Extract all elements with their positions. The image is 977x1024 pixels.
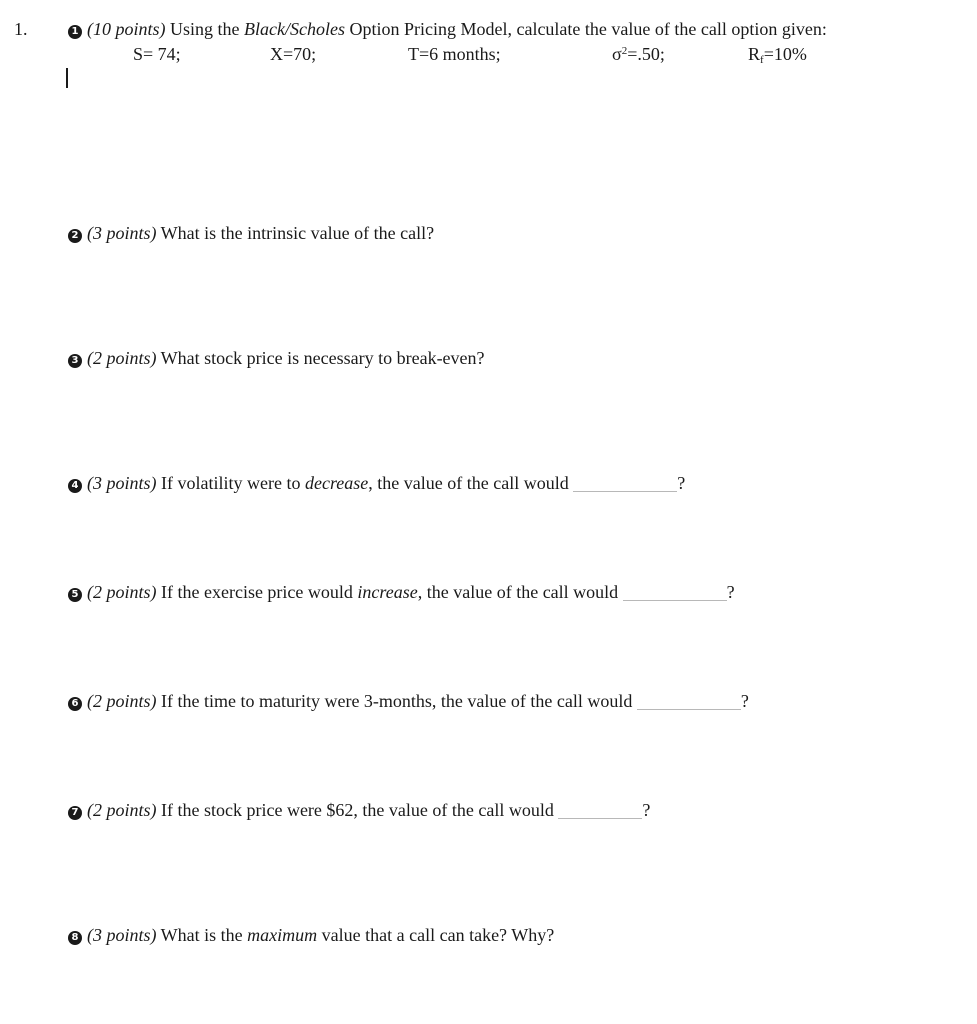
rf-subscript: f bbox=[760, 54, 764, 66]
given-t: T=6 months; bbox=[408, 44, 501, 64]
given-rf bbox=[748, 44, 807, 65]
number-badge-1-icon: 1 bbox=[68, 25, 82, 39]
question-1-emphasis: Black/Scholes bbox=[244, 19, 345, 39]
question-5-text-a: If the exercise price would bbox=[156, 582, 358, 602]
question-8-text-b: value that a call can take? Why? bbox=[317, 925, 555, 945]
sigma-symbol: σ bbox=[612, 44, 622, 64]
answer-blank-6[interactable] bbox=[637, 693, 741, 710]
answer-blank-4[interactable] bbox=[573, 475, 677, 492]
question-7-end: ? bbox=[642, 800, 651, 820]
answer-blank-7[interactable] bbox=[558, 802, 642, 819]
question-5-end: ? bbox=[726, 582, 735, 602]
question-5-points: (2 points) bbox=[87, 582, 157, 602]
answer-blank-5[interactable] bbox=[623, 584, 727, 601]
sigma-value: =.50; bbox=[627, 44, 665, 64]
question-6 bbox=[68, 691, 749, 712]
question-1-points: (10 points) bbox=[87, 19, 166, 39]
question-8-text-a: What is the bbox=[156, 925, 248, 945]
question-1 bbox=[68, 19, 827, 40]
question-3 bbox=[68, 348, 485, 369]
question-5 bbox=[68, 582, 735, 603]
question-6-end: ? bbox=[740, 691, 749, 711]
question-4-emphasis: decrease bbox=[304, 473, 369, 493]
question-4-text-b: , the value of the call would bbox=[368, 473, 574, 493]
question-3-text: What stock price is necessary to break-even? bbox=[156, 348, 485, 368]
question-6-text: If the time to maturity were 3-months, the value of the call would bbox=[156, 691, 637, 711]
question-8-points: (3 points) bbox=[87, 925, 157, 945]
question-5-emphasis: increase bbox=[357, 582, 418, 602]
given-sigma bbox=[612, 44, 665, 65]
question-4-points: (3 points) bbox=[87, 473, 157, 493]
number-badge-3-icon: 3 bbox=[68, 354, 82, 368]
question-8-emphasis: maximum bbox=[247, 925, 318, 945]
question-1-text-b: Option Pricing Model, calculate the value of the call option given: bbox=[344, 19, 827, 39]
number-badge-2-icon: 2 bbox=[68, 229, 82, 243]
question-5-text-b: , the value of the call would bbox=[417, 582, 623, 602]
question-4-text-a: If volatility were to bbox=[156, 473, 305, 493]
number-badge-5-icon: 5 bbox=[68, 588, 82, 602]
question-2 bbox=[68, 223, 434, 244]
question-6-points: (2 points) bbox=[87, 691, 157, 711]
rf-symbol: R bbox=[748, 44, 761, 64]
number-badge-8-icon: 8 bbox=[68, 931, 82, 945]
question-1-text-a: Using the bbox=[165, 19, 244, 39]
question-4-end: ? bbox=[677, 473, 686, 493]
text-cursor bbox=[66, 68, 68, 88]
question-3-points: (2 points) bbox=[87, 348, 157, 368]
rf-value: =10% bbox=[763, 44, 807, 64]
number-badge-4-icon: 4 bbox=[68, 479, 82, 493]
question-2-points: (3 points) bbox=[87, 223, 157, 243]
problem-number: 1. bbox=[14, 19, 28, 39]
question-4 bbox=[68, 473, 685, 494]
number-badge-7-icon: 7 bbox=[68, 806, 82, 820]
question-8 bbox=[68, 925, 554, 946]
number-badge-6-icon: 6 bbox=[68, 697, 82, 711]
given-x: X=70; bbox=[270, 44, 317, 64]
question-2-text: What is the intrinsic value of the call? bbox=[156, 223, 435, 243]
given-s: S= 74; bbox=[133, 44, 181, 64]
question-7 bbox=[68, 800, 650, 821]
question-7-points: (2 points) bbox=[87, 800, 157, 820]
sigma-exponent: 2 bbox=[621, 45, 628, 57]
question-7-text: If the stock price were $62, the value of the call would bbox=[156, 800, 559, 820]
